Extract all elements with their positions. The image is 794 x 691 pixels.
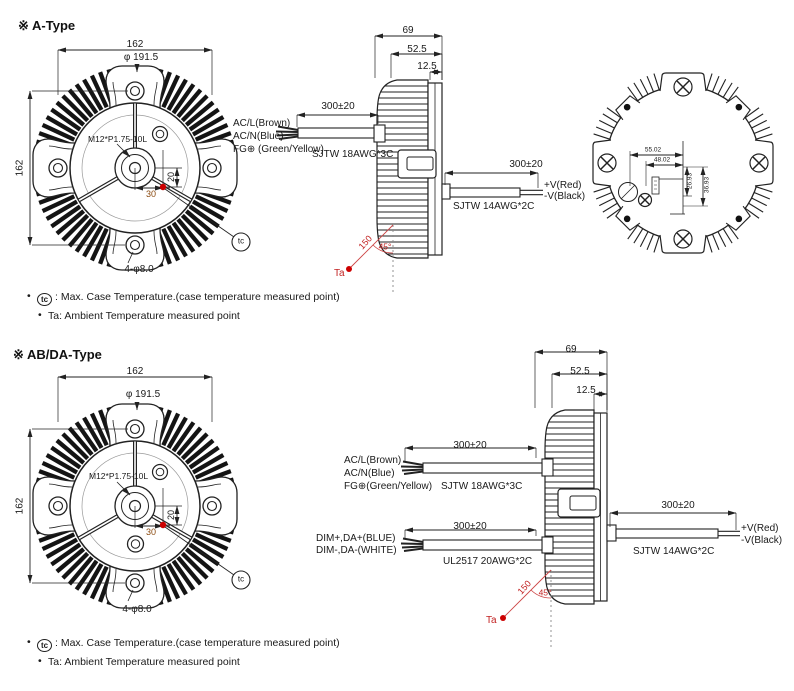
a-front-dim20: 20 <box>166 171 177 183</box>
a-side-dim525: 52.5 <box>407 44 427 55</box>
b-front-dim30: 30 <box>145 527 157 537</box>
a-side-dim125: 12.5 <box>417 61 437 72</box>
a-type-heading: ※ A-Type <box>18 18 76 33</box>
a-front-dim30: 30 <box>145 189 157 199</box>
b-ta-label: Ta <box>486 615 497 626</box>
a-output-cable-label: SJTW 14AWG*2C <box>453 201 535 212</box>
a-side-input-length-dim: 300±20 <box>321 101 355 112</box>
b-note-tc-bullet: • <box>27 636 31 648</box>
b-ta-angle-label: 45° <box>538 587 552 598</box>
a-front-thread-label: M12*P1.75-10L <box>88 134 148 144</box>
a-ta-label: Ta <box>334 268 345 279</box>
a-note-ta-bullet: • <box>38 309 42 321</box>
a-back-dim4: 36.93 <box>703 176 711 194</box>
a-wire-fg-label: FG⊕ (Green/Yellow) <box>233 144 324 155</box>
a-front-tc-callout: tc <box>237 236 245 246</box>
a-note-tc-badge: tc <box>37 293 52 306</box>
a-side-depth-dim: 69 <box>402 25 414 36</box>
b-wire-vminus-label: -V(Black) <box>741 535 783 546</box>
b-output-cable-label: SJTW 14AWG*2C <box>633 546 715 557</box>
a-ta-angle-label: 45° <box>378 241 392 252</box>
b-wire-fg-label: FG⊕(Green/Yellow) <box>344 481 433 492</box>
b-front-holes-label: 4-φ8.0 <box>122 604 152 615</box>
b-front-width-dim: 162 <box>126 366 144 377</box>
a-note-tc-text: : Max. Case Temperature.(case temperature measured point) <box>55 291 340 303</box>
b-side-output-length-dim: 300±20 <box>661 500 695 511</box>
a-wire-vplus-label: +V(Red) <box>544 180 582 191</box>
b-front-dim20: 20 <box>166 509 177 521</box>
b-side-ac-length-dim: 300±20 <box>453 440 487 451</box>
a-back-dim1: 55.02 <box>644 146 662 154</box>
a-note-ta-text: Ta: Ambient Temperature measured point <box>48 310 240 322</box>
a-front-holes-label: 4-φ8.0 <box>124 264 154 275</box>
abda-type-heading: ※ AB/DA-Type <box>13 347 102 362</box>
a-side-output-length-dim: 300±20 <box>509 159 543 170</box>
b-side-dim-length-dim: 300±20 <box>453 521 487 532</box>
a-wire-vminus-label: -V(Black) <box>544 191 586 202</box>
b-note-tc-text: : Max. Case Temperature.(case temperature measured point) <box>55 637 340 649</box>
b-wire-dimminus-label: DIM-,DA-(WHITE) <box>316 545 397 556</box>
a-wire-acn-label: AC/N(Blue) <box>233 131 284 142</box>
a-front-diameter-dim: φ 191.5 <box>123 52 159 63</box>
b-wire-acn-label: AC/N(Blue) <box>344 468 395 479</box>
a-back-dim2: 48.02 <box>653 156 671 164</box>
b-note-ta-text: Ta: Ambient Temperature measured point <box>48 656 240 668</box>
b-side-dim125: 12.5 <box>576 385 596 396</box>
b-ta-distance-label: 150 <box>515 578 534 597</box>
b-note-tc-badge: tc <box>37 639 52 652</box>
b-front-tc-callout: tc <box>237 574 245 584</box>
b-front-diameter-dim: φ 191.5 <box>125 389 161 400</box>
a-front-height-dim: 162 <box>14 159 26 177</box>
b-wire-acl-label: AC/L(Brown) <box>344 455 402 466</box>
b-wire-vplus-label: +V(Red) <box>741 523 779 534</box>
b-front-height-dim: 162 <box>14 497 26 515</box>
b-side-dim525: 52.5 <box>570 366 590 377</box>
a-note-tc-bullet: • <box>27 290 31 302</box>
b-wire-dimplus-label: DIM+,DA+(BLUE) <box>316 533 396 544</box>
b-ac-cable-label: SJTW 18AWG*3C <box>441 481 523 492</box>
a-ta-distance-label: 150 <box>356 233 375 252</box>
b-front-thread-label: M12*P1.75-10L <box>89 471 149 481</box>
b-side-depth-dim: 69 <box>565 344 577 355</box>
a-back-dim3: 26.93 <box>686 172 694 190</box>
a-wire-acl-label: AC/L(Brown) <box>233 118 291 129</box>
a-front-width-dim: 162 <box>126 39 144 50</box>
a-input-cable-label: SJTW 18AWG*3C <box>312 149 394 160</box>
b-note-ta-bullet: • <box>38 655 42 667</box>
b-dim-cable-label: UL2517 20AWG*2C <box>443 556 533 567</box>
